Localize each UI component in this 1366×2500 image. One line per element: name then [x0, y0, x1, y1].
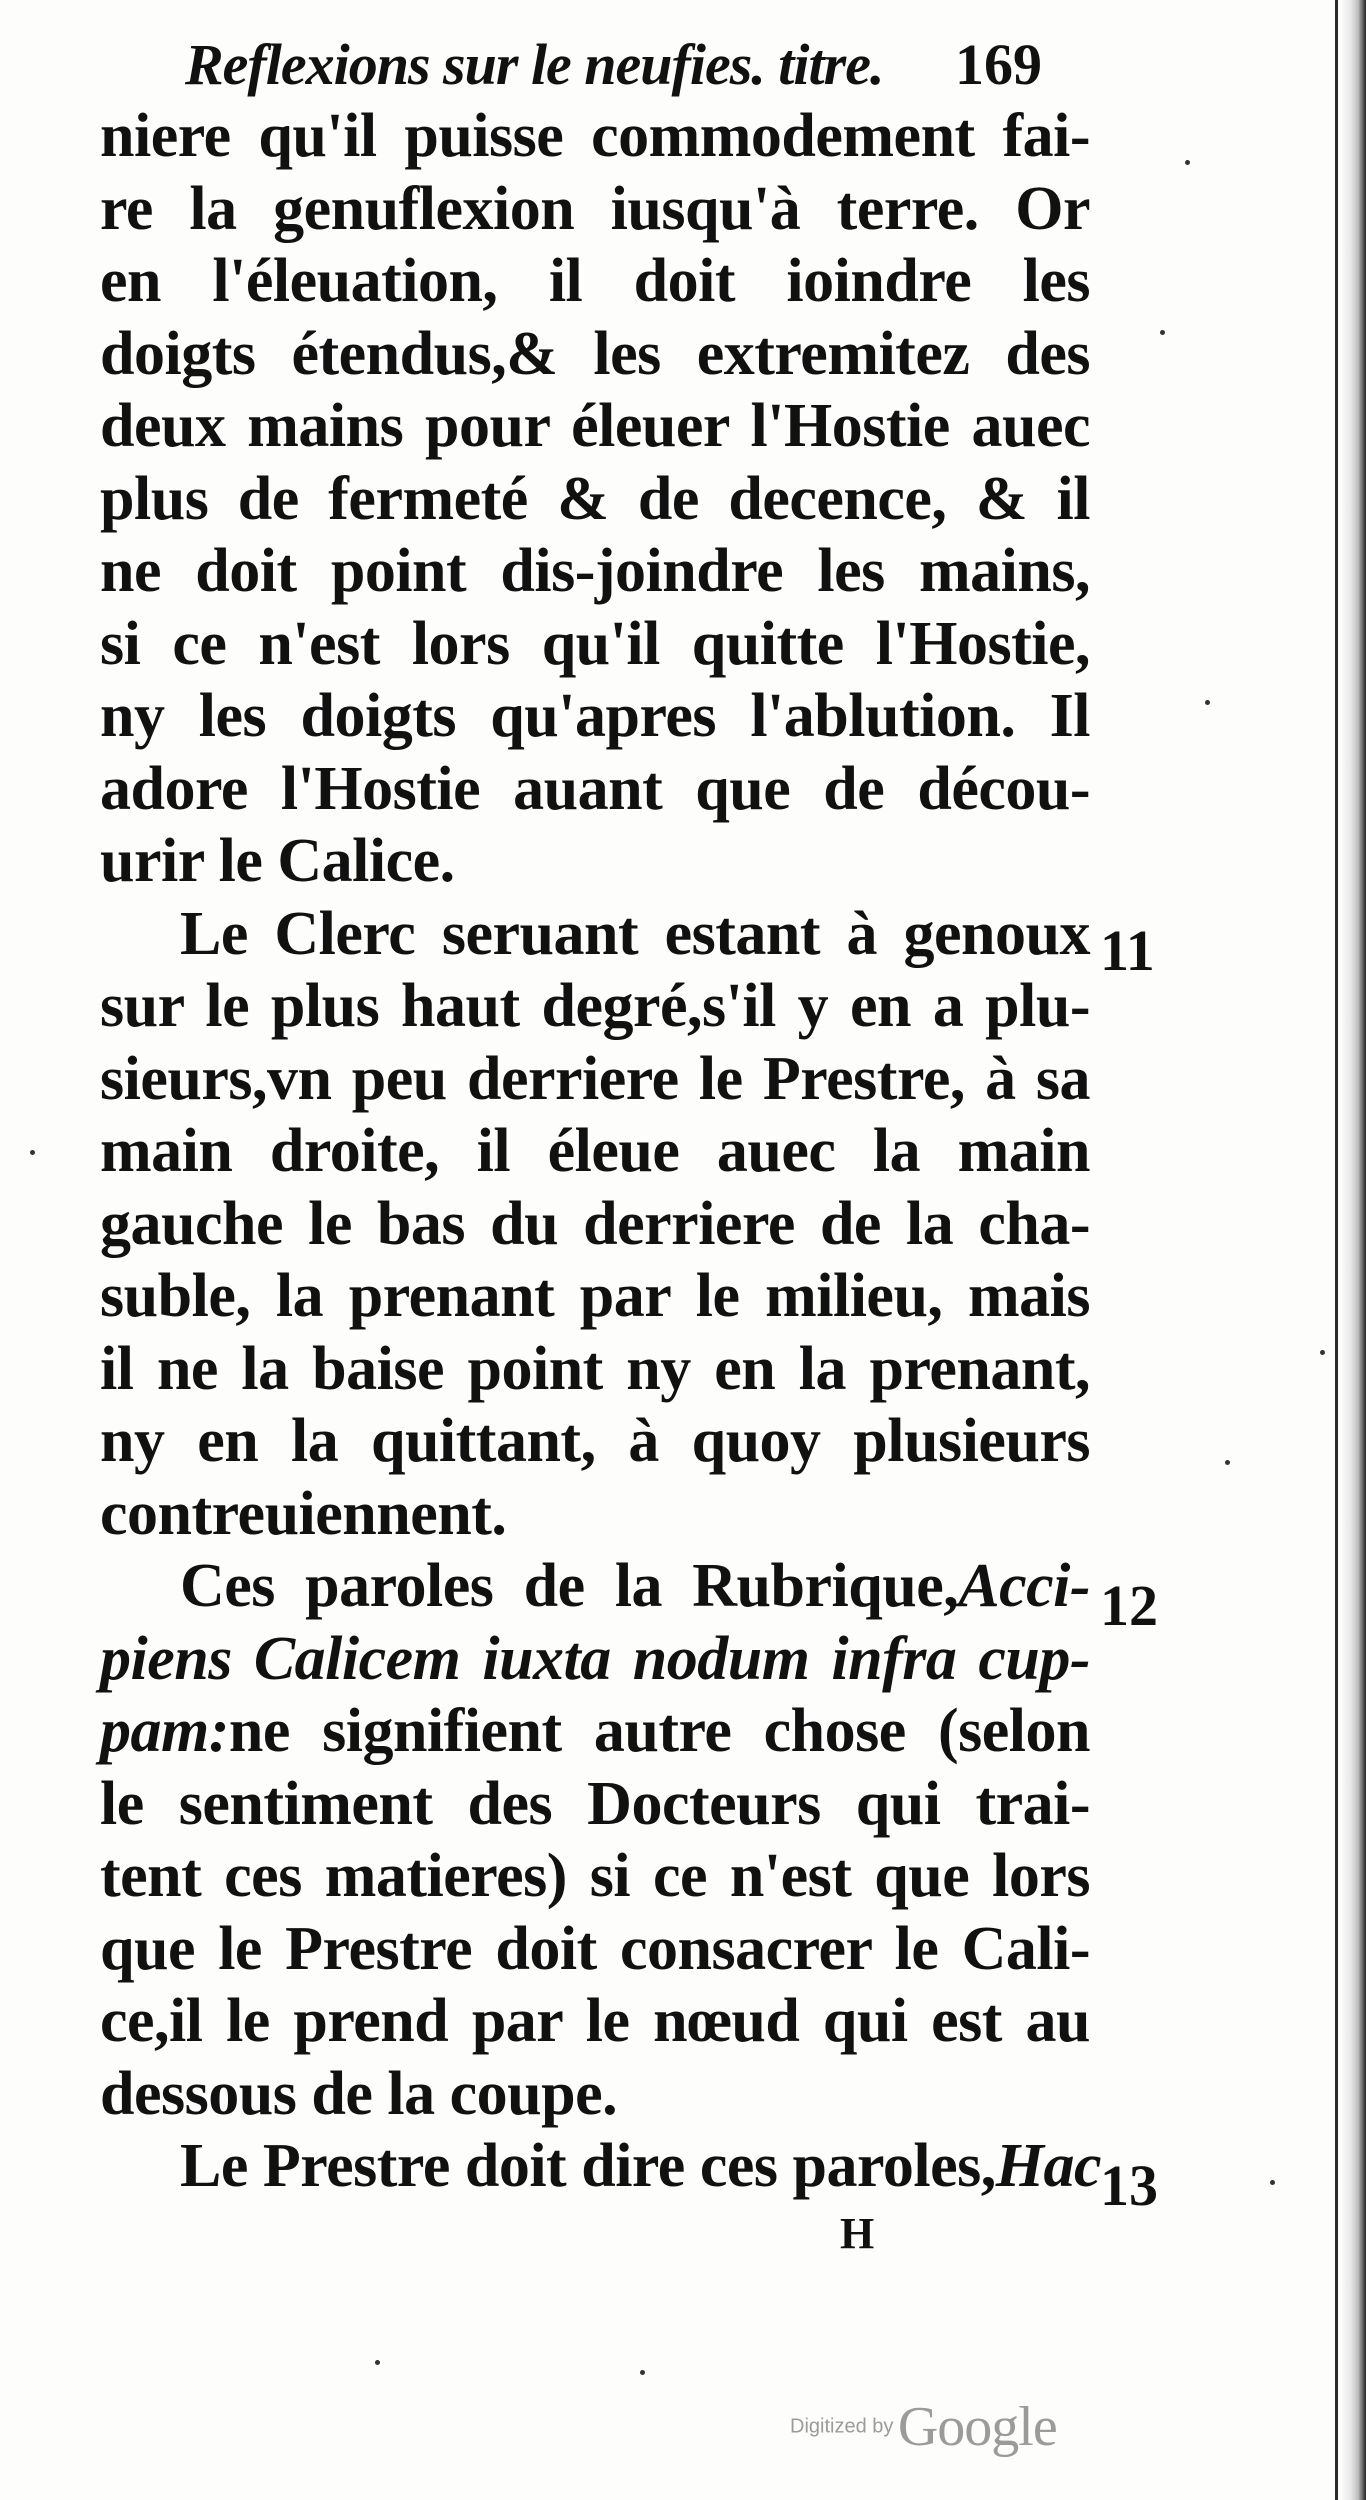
- watermark-small: Digitized by: [790, 2415, 894, 2438]
- google-logo: Google: [897, 2396, 1057, 2458]
- page-number: 169: [955, 32, 1042, 97]
- text-line: tent ces matieres) si ce n'est que lors: [100, 1842, 1090, 1910]
- signature-mark: H: [840, 2209, 875, 2258]
- running-header: [185, 30, 1085, 100]
- latin-quote: Hac: [995, 2132, 1101, 2200]
- scan-speck: [640, 2370, 645, 2375]
- digitized-watermark: [790, 2395, 1057, 2459]
- text-line: ne doit point dis-joindre les mains,: [100, 537, 1090, 605]
- text-run: Ces paroles de la Rubrique,: [180, 1552, 959, 1620]
- text-line: sur le plus haut degré,s'il y en a plu-: [100, 972, 1090, 1040]
- text-line: ny les doigts qu'apres l'ablution. Il: [100, 682, 1090, 750]
- text-line: doigts étendus,& les extremitez des: [100, 319, 1090, 388]
- text-line: [100, 1695, 1090, 1768]
- margin-number-12: 12: [1100, 1573, 1158, 1638]
- text-line: re la genuflexion iusqu'à terre. Or: [100, 174, 1090, 243]
- text-line: il ne la baise point ny en la prenant,: [100, 1334, 1090, 1403]
- body-text: [100, 100, 1101, 2203]
- text-line: dessous de la coupe.: [100, 2059, 618, 2128]
- scan-speck: [1225, 1460, 1230, 1465]
- text-line: Le Clerc seruant estant à genoux: [180, 899, 1090, 968]
- text-line: deux mains pour éleuer l'Hostie auec: [100, 392, 1090, 460]
- text-line: le sentiment des Docteurs qui trai-: [100, 1769, 1090, 1838]
- scan-speck: [1205, 700, 1210, 705]
- text-line: si ce n'est lors qu'il quitte l'Hostie,: [100, 609, 1090, 678]
- text-line: main droite, il éleue auec la main: [100, 1117, 1090, 1185]
- text-line: gauche le bas du derriere de la cha-: [100, 1189, 1090, 1258]
- text-line: en l'éleuation, il doit ioindre les: [100, 247, 1090, 315]
- scan-speck: [1160, 330, 1165, 335]
- scan-speck: [1320, 1350, 1325, 1355]
- scan-speck: [30, 1150, 35, 1155]
- margin-number-11: 11: [1100, 918, 1155, 983]
- latin-quote: piens Calicem iuxta nodum infra cup-: [100, 1624, 1090, 1693]
- text-line: [100, 1550, 1090, 1623]
- text-run: ne signifient autre chose (selon: [228, 1697, 1090, 1765]
- latin-quote: Acci-: [958, 1552, 1090, 1620]
- running-title: Reflexions sur le neufies. titre.: [185, 32, 884, 97]
- text-line: ny en la quittant, à quoy plusieurs: [100, 1407, 1090, 1475]
- text-line: suble, la prenant par le milieu, mais: [100, 1262, 1090, 1330]
- text-line: sieurs,vn peu derriere le Prestre, à sa: [100, 1044, 1090, 1113]
- text-line: urir le Calice.: [100, 827, 455, 895]
- text-line: contreuiennent.: [100, 1479, 507, 1548]
- page-binding-edge: [1335, 0, 1338, 2500]
- margin-number-13: 13: [1100, 2153, 1158, 2218]
- latin-quote: pam:: [100, 1697, 229, 1765]
- text-line: adore l'Hostie auant que de décou-: [100, 754, 1090, 823]
- text-line: que le Prestre doit consacrer le Cali-: [100, 1914, 1090, 1983]
- scan-speck: [1185, 160, 1190, 165]
- page-binding-shadow: [1340, 0, 1366, 2500]
- scan-speck: [375, 2360, 380, 2365]
- text-line: niere qu'il puisse commodement fai-: [100, 102, 1090, 170]
- text-line: [100, 2130, 1101, 2203]
- scan-speck: [1270, 2180, 1275, 2185]
- text-line: ce,il le prend par le nœud qui est au: [100, 1987, 1090, 2055]
- text-line: plus de fermeté & de decence, & il: [100, 464, 1090, 533]
- text-run: Le Prestre doit dire ces paroles,: [180, 2132, 996, 2200]
